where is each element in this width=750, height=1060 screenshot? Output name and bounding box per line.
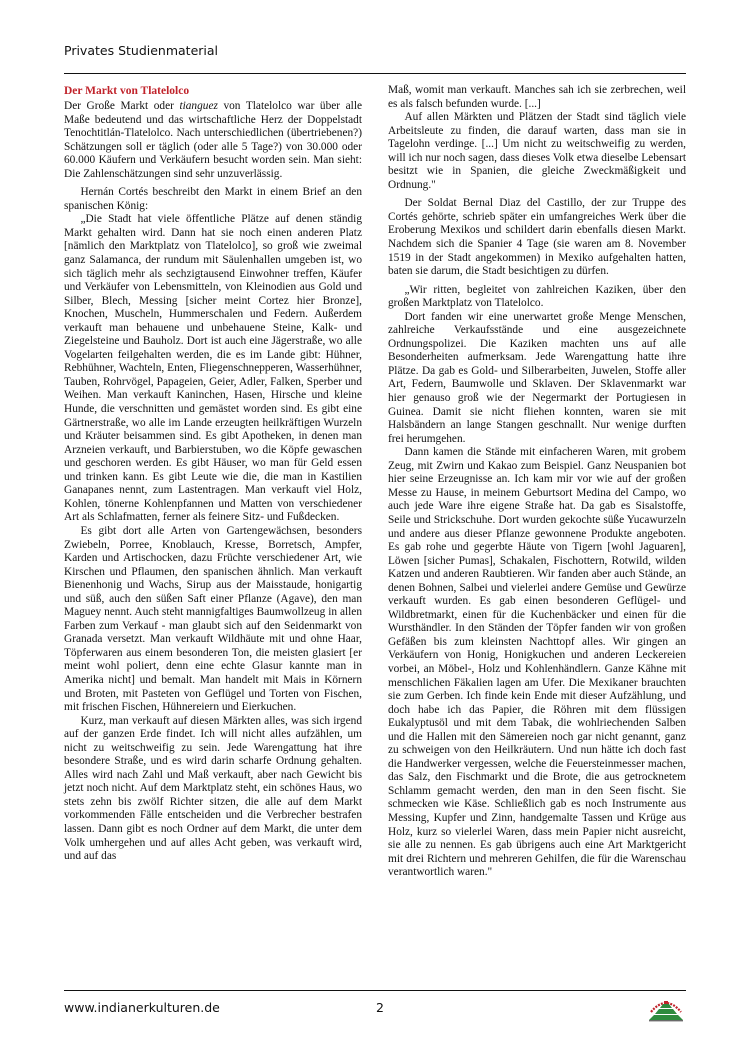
header-divider [64, 73, 686, 74]
paragraph: „Wir ritten, begleitet von zahlreichen Kaziken, über den großen Marktplatz von Tlatelolco. [388, 283, 686, 310]
paragraph: Maß, womit man verkauft. Manches sah ich sie zerbrechen, weil es als falsch befunden wurde. [...] [388, 84, 686, 110]
header-title: Privates Studienmaterial [64, 43, 219, 58]
footer-divider [64, 990, 686, 991]
paragraph: Der Große Markt oder tianguez von Tlatelolco war über alle Maße bedeutend und das wirtschaftliche Herz der Doppelstadt Tenochtitlán-Tlatelolco. Nach unterschiedlichen (übertriebenen?) Schätzungen soll er täglich (oder alle 5 Tage?) von 30.000 oder 60.000 Käufern und Verkäufern besucht worden sein. Man sieht: Die Zahlenschätzungen sind sehr unzuverlässig. [64, 100, 362, 180]
paragraph: Dann kamen die Stände mit einfacheren Waren, mit grobem Zeug, mit Zwirn und Kakao zum Beispiel. Ganz Neuspanien bot hier seine Erzeugnisse an. Ich kam mir vor wie auf der großen Messe zu Hause, in meinem Geburtsort Medina del Campo, wo auch jede Ware ihre eigene Straße hat. Da gab es Sisalstoffe, Seile und Strickschuhe. Dort wurden gekochte süße Yucawurzeln und andere aus dieser Pflanze gewonnene Produkte angeboten. Es gab rohe und gegerbte Häute von Tigern [wohl Jaguaren], Löwen [sicher Pumas], Schakalen, Fischottern, Rotwild, wilden Katzen und anderen Raubtieren. Wir fanden aber auch Stände, an denen Bohnen, Salbei und vielerlei andere Gemüse und Gewürze verkauft wurden. Es gab einen besonderen Geflügel- und Wildbretmarkt, einen für die Kuchenbäcker und einen für die Wursthändler. In den Ständen der Töpfer fanden wir von großen Gefäßen bis zum kleinsten Nachttopf alles. Wir gingen an Verkäufern von Honig, Honigkuchen und anderen Leckereien vorbei, an Möbel-, Holz und Kohlenhändlern. Ganze Kähne mit menschlichen Fäkalien lagen am Ufer. Die Mexikaner brauchten sie zum Gerben. Ich finde kein Ende mit dieser Aufzählung, und doch habe ich das Papier, die Röhren mit dem flüssigen Eukalyptusöl und mit dem Tabak, die wohlriechenden Salben und die Hallen mit den Sämereien noch gar nicht genannt, ganz zu schweigen von den Heilkräutern. Und nun hätte ich doch fast die Handwerker vergessen, welche die Feuersteinmesser machen, das Salz, den Fischmarkt und die Brote, die aus getrocknetem Schlamm gemacht werden, den man in den Seen fischt. Sie schmecken wie Käse. Schließlich gab es noch Instrumente aus Messing, Kupfer und Zinn, handgemalte Tassen und Krüge aus Holz, kurz so vielerlei Waren, dass mein Papier nicht ausreicht, sie alle zu nennen. Es gab übrigens auch eine Art Marktgericht mit drei Richtern und mehreren Gehilfen, die für die Warenschau verantwortlich waren." [388, 446, 686, 879]
left-column [64, 84, 362, 864]
right-column [388, 84, 686, 880]
paragraph: Es gibt dort alle Arten von Gartengewächsen, besonders Zwiebeln, Porree, Knoblauch, Kresse, Borretsch, Ampfer, Karden und Artischocken, dazu Früchte verschiedener Art, wie Kirschen und Pflaumen, den spanischen ähnlich. Man verkauft Bienenhonig und Wachs, Sirup aus der Maisstaude, honigartig und süß, auch den süßen Saft einer Pflanze (Agave), den man Maguey nennt. Auch steht mannigfaltiges Baumwollzeug in allen Farben zum Verkauf - man glaubt sich auf den Seidenmarkt von Granada versetzt. Man verkauft Wildhäute mit und ohne Haar, Töpferwaren aus einem besonderen Ton, die meisten glasiert [er meint wohl poliert, denn eine echte Glasur kannte man in Amerika nicht] und bemalt. Man handelt mit Mais in Körnern und Broten, mit Pasteten von Geflügel und Torten von Fischen, mit frischen Fischen, Hühnereiern und Eierkuchen. [64, 524, 362, 714]
paragraph: Hernán Cortés beschreibt den Markt in einem Brief an den spanischen König: [64, 186, 362, 212]
paragraph: „Die Stadt hat viele öffentliche Plätze auf denen ständig Markt gehalten wird. Dann hat sie noch einen anderen Platz [nämlich den Marktplatz von Tlatelolco], so groß wie zweimal ganz Salamanca, der rundum mit Säulenhallen umgeben ist, wo sich täglich mehr als sechzigtausend Einwohner treffen, Käufer und Verkäufer von Lebensmitteln, von Kleinodien aus Gold und Silber, Blech, Messing [sicher meint Cortez hier Bronze], Knochen, Muscheln, Hummerschalen und Federn. Außerdem verkauft man behauene und unbehauene Steine, Kalk- und Ziegelsteine und Bauholz. Dort ist auch eine Jägerstraße, wo alle Vogelarten feilgehalten werden, die es im Lande gibt: Hühner, Rebhühner, Wachteln, Enten, Fliegenschnepperen, Wasserhühner, Tauben, Rohrvögel, Papageien, Geier, Adler, Falken, Sperber und Weihen. Man verkauft Kaninchen, Hasen, Hirsche und kleine Hunde, die verschnitten und gemästet worden sind. Es gibt eine Gärtnerstraße, wo alle im Lande erzeugten heilkräftigen Wurzeln und Kräuter beisammen sind. Es gibt Apotheken, in denen man Arzneien verkauft, und Barbierstuben, wo die Köpfe gewaschen und geschoren werden. Es gibt Häuser, wo man für Geld essen und trinken kann. Es gibt Leute wie die, die man in Kastilien Ganapanes nennt, zum Lastentragen. Man verkauft viel Holz, Kohlen, tönerne Kohlenpfannen und Matten von verschiedener Art als Schlafmatten, ferner als feinere Sitz- und Fußdecken. [64, 213, 362, 524]
page-number: 2 [376, 1000, 384, 1015]
footer-url[interactable]: www.indianerkulturen.de [64, 1000, 220, 1015]
paragraph: Der Soldat Bernal Diaz del Castillo, der zur Truppe des Cortés gehörte, schrieb später ein umfangreiches Werk über die Eroberung Mexikos und schildert darin ebenfalls diesen Markt. Nachdem sich die Spanier 4 Tage (sie waren am 8. November 1519 in der Stadt angekommen) in Mexiko aufgehalten hatten, baten sie darum, die Stadt besichtigen zu dürfen. [388, 197, 686, 278]
article-heading: Der Markt von Tlatelolco [64, 85, 190, 97]
paragraph: Kurz, man verkauft auf diesen Märkten alles, was sich irgend auf der ganzen Erde findet. Ich will nicht alles aufzählen, um nicht zu weitschweifig zu sein. Jede Warengattung hat ihre besondere Straße, und es wird darin scharfe Ordnung gehalten. Alles wird nach Zahl und Maß verkauft, aber nach Gewicht bis jetzt noch nicht. Auf dem Marktplatz steht, ein schönes Haus, wo stets zehn bis zwölf Richter sitzen, die alle auf dem Markt vorkommenden Fälle entscheiden und die Verbrecher bestrafen lassen. Dann gibt es noch Ordner auf dem Markt, die unter dem Volk umhergehen und auf alles Acht geben, was verkauft wird, und auf das [64, 714, 362, 863]
paragraph: Auf allen Märkten und Plätzen der Stadt sind täglich viele Arbeitsleute zu finden, die darauf warten, dass man sie in Tagelohn verdinge. [...] Um nicht zu weitschweifig zu werden, will ich nur noch sagen, dass dieses Volk etwa dieselbe Lebensart besitzt wie in Spanien, die gleiche Zweckmäßigkeit und Ordnung." [388, 111, 686, 191]
paragraph: Dort fanden wir eine unerwartet große Menge Menschen, zahlreiche Verkaufsstände und eine ausgezeichnete Ordnungspolizei. Die Kaziken machten uns auf alle Besonderheiten aufmerksam. Jede Warengattung hatte ihre Plätze. Da gab es Gold- und Silberarbeiten, Juwelen, Stoffe aller Art, Federn, Baumwolle und Sklaven. Der Sklavenmarkt war hier genauso groß wie der Negermarkt der Portugiesen in Guinea. Damit sie nicht fliehen konnten, waren sie mit Halsbändern an lange Stangen geschnallt. Nur wenige durften frei herumgehen. [388, 310, 686, 445]
pyramid-logo-icon [645, 994, 687, 1022]
